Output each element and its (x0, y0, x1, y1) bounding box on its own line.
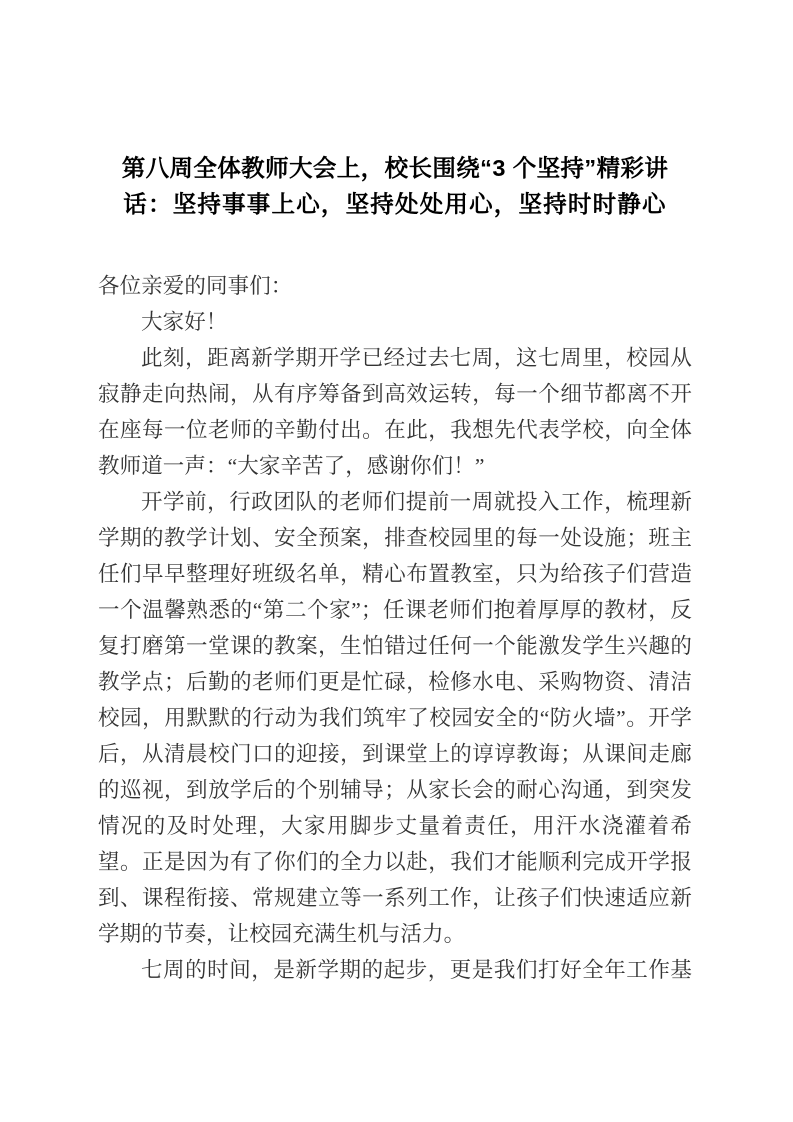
greeting-paragraph: 大家好！ (141, 310, 228, 334)
body-paragraph-1: 此刻，距离新学期开学已经过去七周，这七周里，校园从寂静走向热闹，从有序筹备到高效运转，每一个细节都离不开在座每一位老师的辛勤付出。在此，我想先代表学校，向全体教师道一声：“大家辛苦了，感谢你们！” (98, 346, 692, 478)
body-paragraph-2: 开学前，行政团队的老师们提前一周就投入工作，梳理新学期的教学计划、安全预案，排查校园里的每一处设施；班主任们早早整理好班级名单，精心布置教室，只为给孩子们营造一个温馨熟悉的“第二个家”；任课老师们抱着厚厚的教材，反复打磨第一堂课的教案，生怕错过任何一个能激发学生兴趣的教学点；后勤的老师们更是忙碌，检修水电、采购物资、清洁校园，用默默的行动为我们筑牢了校园安全的“防火墙”。开学后，从清晨校门口的迎接，到课堂上的谆谆教诲；从课间走廊的巡视，到放学后的个别辅导；从家长会的耐心沟通，到突发情况的及时处理，大家用脚步丈量着责任，用汗水浇灌着希望。正是因为有了你们的全力以赴，我们才能顺利完成开学报到、课程衔接、常规建立等一系列工作，让孩子们快速适应新学期的节奏，让校园充满生机与活力。 (98, 490, 692, 946)
body-paragraph-3: 七周的时间，是新学期的起步，更是我们打好全年工作基 (141, 958, 692, 982)
page-title (98, 150, 692, 222)
page-title-line-1: 第八周全体教师大会上，校长围绕“3 个坚持”精彩讲 (121, 155, 669, 181)
page-title-line-2: 话：坚持事事上心，坚持处处用心，坚持时时静心 (123, 191, 667, 217)
document-body (98, 150, 692, 988)
salutation-paragraph: 各位亲爱的同事们： (98, 274, 293, 298)
title-body-spacer (98, 222, 692, 268)
